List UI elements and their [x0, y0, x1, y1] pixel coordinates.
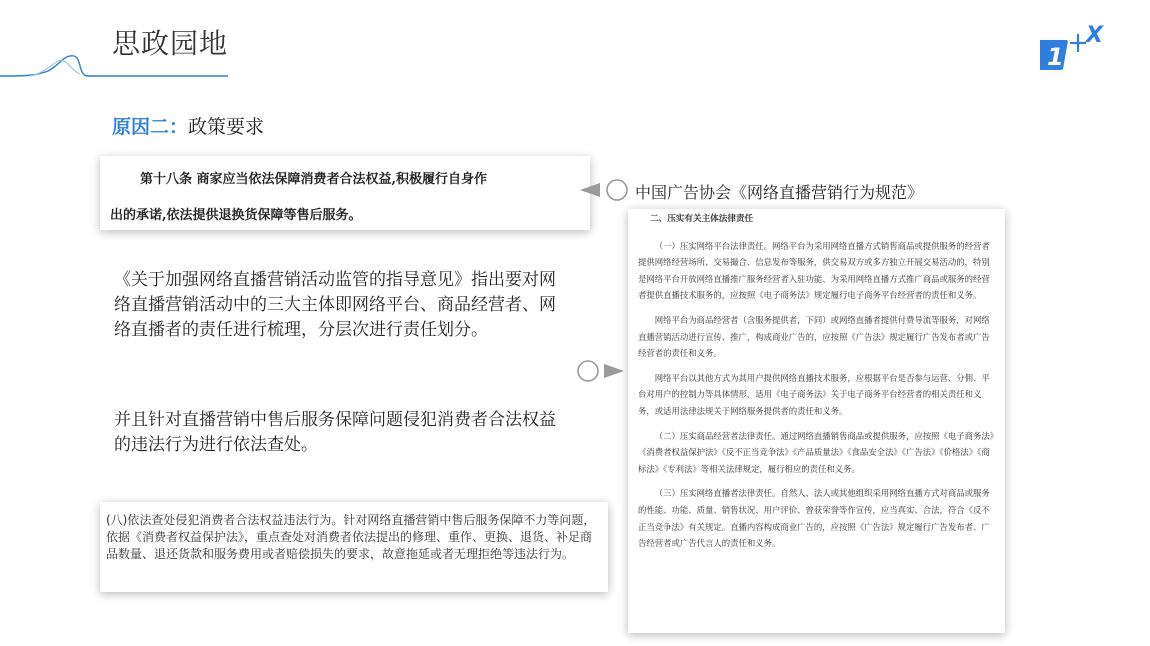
guidance-paragraph: 《关于加强网络直播营销活动监管的指导意见》指出要对网络直播营销活动中的三大主体即网络平台、商品经营者、网络直播者的责任进行梳理，分层次进行责任划分。: [114, 270, 556, 340]
document-paragraph: （三）压实网络直播者法律责任。自然人、法人或其他组织采用网络直播方式对商品或服务的性能、功能、质量、销售状况、用户评价、曾获荣誉等作宣传，应当真实、合法，符合《反不正当竞争法》有关规定。直播内容构成商业广告的，应按照《广告法》规定履行广告发布者、广告经营者或广告代言人的责任和义务。: [638, 488, 990, 549]
svg-text:X: X: [1086, 23, 1103, 48]
wave-line-decoration: [0, 52, 230, 84]
law-article-18-line1: 第十八条 商家应当依法保障消费者合法权益,积极履行自身作: [140, 172, 488, 187]
circle-arrow-right-icon: [576, 359, 628, 383]
document-paragraph: （一）压实网络平台法律责任。网络平台为采用网络直播方式销售商品或提供服务的经营者提供网络经营场所、交易撮合、信息发布等服务，供交易双方或多方独立开展交易活动的，特别是网络平台开放网络直播推广服务经营者入驻功能、为采用网络直播方式推广商品或服务的经营者提供直播技术服务的，应按照《电子商务法》规定履行电子商务平台经营者的责任和义务。: [638, 240, 990, 301]
reason-heading: [112, 112, 264, 139]
circle-arrow-left-icon: [578, 178, 630, 202]
logo-1x-icon: [1040, 18, 1130, 78]
document-heading: 二、压实有关主体法律责任: [650, 214, 754, 224]
slide-title: 思政园地: [112, 27, 229, 60]
reason-label: 原因二：: [112, 116, 189, 138]
law-article-18-card: [100, 156, 590, 230]
association-label: 中国广告协会《网络直播营销行为规范》: [635, 183, 924, 202]
enforcement-paragraph: 并且针对直播营销中售后服务保障问题侵犯消费者合法权益的违法行为进行依法查处。: [114, 410, 556, 455]
document-paragraph: 网络平台为商品经营者（含服务提供者，下同）或网络直播者提供付费导流等服务，对网络直播营销活动进行宣传、推广，构成商业广告的，应按照《广告法》规定履行广告发布者或广告经营者的责任和义务。: [638, 314, 990, 359]
document-paragraph: 网络平台以其他方式为其用户提供网络直播技术服务，应根据平台是否参与运营、分佣、平台对用户的控制力等具体情形，适用《电子商务法》关于电子商务平台经营者的相关责任和义务，或适用法律法规关于网络服务提供者的责任和义务。: [638, 372, 990, 416]
svg-text:1: 1: [1047, 43, 1064, 71]
article-eight-card: [100, 502, 608, 592]
regulation-document: [628, 209, 1005, 633]
law-article-18-line2: 出的承诺,依法提供退换货保障等售后服务。: [110, 208, 362, 223]
document-paragraph: （二）压实商品经营者法律责任。通过网络直播销售商品或提供服务，应按照《电子商务法》《消费者权益保护法》《反不正当竞争法》《产品质量法》《食品安全法》《广告法》《价格法》《商标法》《专利法》等相关法律规定，履行相应的责任和义务。: [638, 430, 994, 474]
article-eight-text: (八)依法查处侵犯消费者合法权益违法行为。针对网络直播营销中售后服务保障不力等问题，依据《消费者权益保护法》，重点查处对消费者依法提出的修理、重作、更换、退货、补足商品数量、退还货款和服务费用或者赔偿损失的要求，故意拖延或者无理拒绝等违法行为。: [106, 513, 596, 561]
reason-text: 政策要求: [188, 116, 265, 138]
